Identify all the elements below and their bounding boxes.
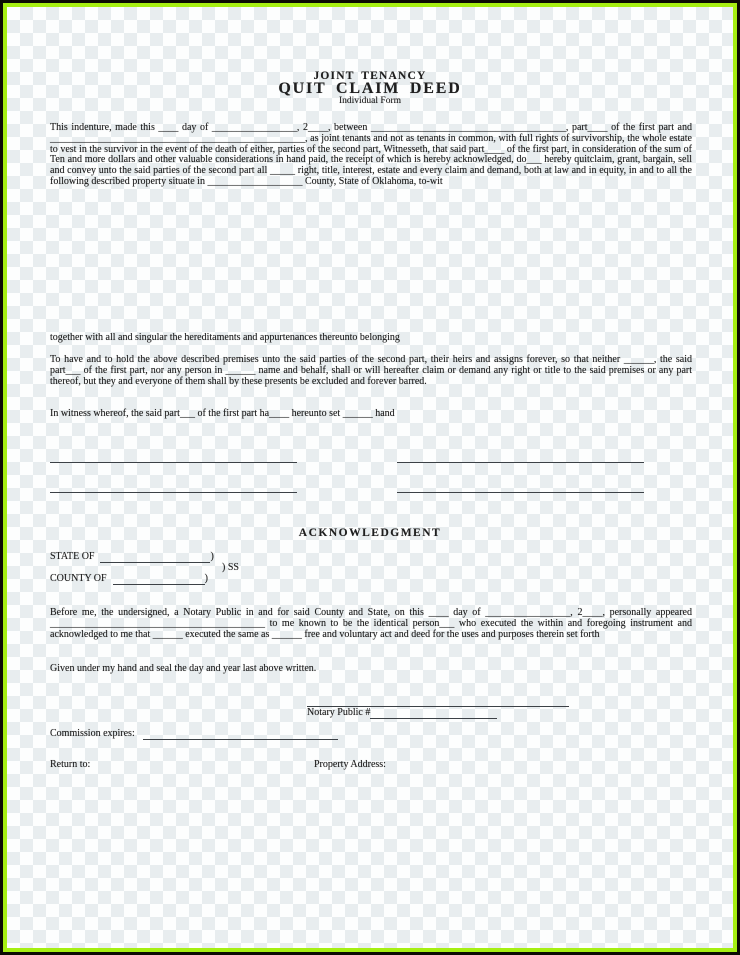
signature-line[interactable] bbox=[50, 481, 297, 493]
county-blank-line[interactable] bbox=[113, 574, 205, 585]
notary-public-label: Notary Public # bbox=[307, 707, 371, 719]
indenture-paragraph: This indenture, made this ____ day of _________________, 2____, between _______________________________________, part____ of the first part and ___________________________________________________, as joint tenants and not as tenants in common, with full rights of survivorship, the whole estate to vest in the survivor in the event of the death of either, parties of the second part, Witnesseth, that said part____ of the first part, in consideration of the sum of Ten and more dollars and other valuable considerations in hand paid, the receipt of which is hereby acknowledged, do___ hereby quitclaim, grant, bargain, sell and convey unto the said parties of the second part all _____ right, title, interest, estate and every claim and demand, both at law and in equity, in and to all the following described property situate in ___________________ County, State of Oklahoma, to-wit bbox=[50, 122, 692, 187]
notary-number-row bbox=[307, 708, 607, 719]
ss-label: ) SS bbox=[222, 562, 239, 573]
together-with-line: together with all and singular the hereditaments and appurtenances thereunto belonging bbox=[50, 332, 400, 343]
transparent-checkerboard-background bbox=[7, 7, 733, 948]
property-address-label: Property Address: bbox=[314, 759, 386, 770]
image-green-border bbox=[3, 3, 737, 952]
notary-acknowledgment-paragraph: Before me, the undersigned, a Notary Public in and for said County and State, on this ____ day of _________________, 2____, personally appeared ___________________________________________ to me known to be the identical person___ who executed the within and foregoing instrument and acknowledged to me that ______ executed the same as ______ free and voluntary act and deed for the uses and purposes therein set forth bbox=[50, 607, 692, 640]
return-to-label: Return to: bbox=[50, 759, 91, 770]
commission-expires-label: Commission expires: bbox=[50, 728, 135, 740]
state-blank-line[interactable] bbox=[100, 552, 210, 563]
notary-number-blank-line[interactable] bbox=[370, 708, 497, 719]
footer-row bbox=[50, 760, 692, 771]
signature-line[interactable] bbox=[397, 481, 644, 493]
acknowledgment-heading: ACKNOWLEDGMENT bbox=[298, 527, 442, 539]
state-of-label: STATE OF bbox=[50, 551, 95, 563]
close-paren: ) bbox=[210, 551, 214, 563]
venue-block bbox=[50, 552, 350, 585]
subtitle-individual-form: Individual Form bbox=[338, 95, 401, 106]
habendum-paragraph: To have and to hold the above described premises unto the said parties of the second part, their heirs and assigns forever, so that neither ______, the said part___ of the first part, nor any person in ______ name and behalf, shall or will hereafter claim or demand any right or title to the said premises or any part thereof, but they and everyone of them shall by these presents be excluded and forever barred. bbox=[50, 354, 692, 387]
state-of-row bbox=[50, 552, 350, 563]
title-joint-tenancy: JOINT TENANCY bbox=[313, 70, 427, 82]
deed-title-block bbox=[7, 71, 733, 106]
signature-line[interactable] bbox=[397, 451, 644, 463]
commission-expires-row bbox=[50, 729, 338, 740]
county-of-row bbox=[50, 574, 350, 585]
county-of-label: COUNTY OF bbox=[50, 573, 107, 585]
notary-signature-line[interactable] bbox=[307, 696, 569, 707]
notary-signature-block bbox=[307, 696, 607, 719]
signature-line[interactable] bbox=[50, 451, 297, 463]
close-paren: ) bbox=[204, 573, 208, 585]
witness-whereof-line: In witness whereof, the said part___ of the first part ha____ hereunto set ______ hand bbox=[50, 408, 395, 419]
signature-row-1 bbox=[50, 451, 692, 463]
commission-blank-line[interactable] bbox=[143, 729, 338, 740]
title-quit-claim-deed: QUIT CLAIM DEED bbox=[278, 79, 462, 97]
given-under-hand-line: Given under my hand and seal the day and year last above written. bbox=[50, 663, 317, 674]
signature-row-2 bbox=[50, 481, 692, 493]
